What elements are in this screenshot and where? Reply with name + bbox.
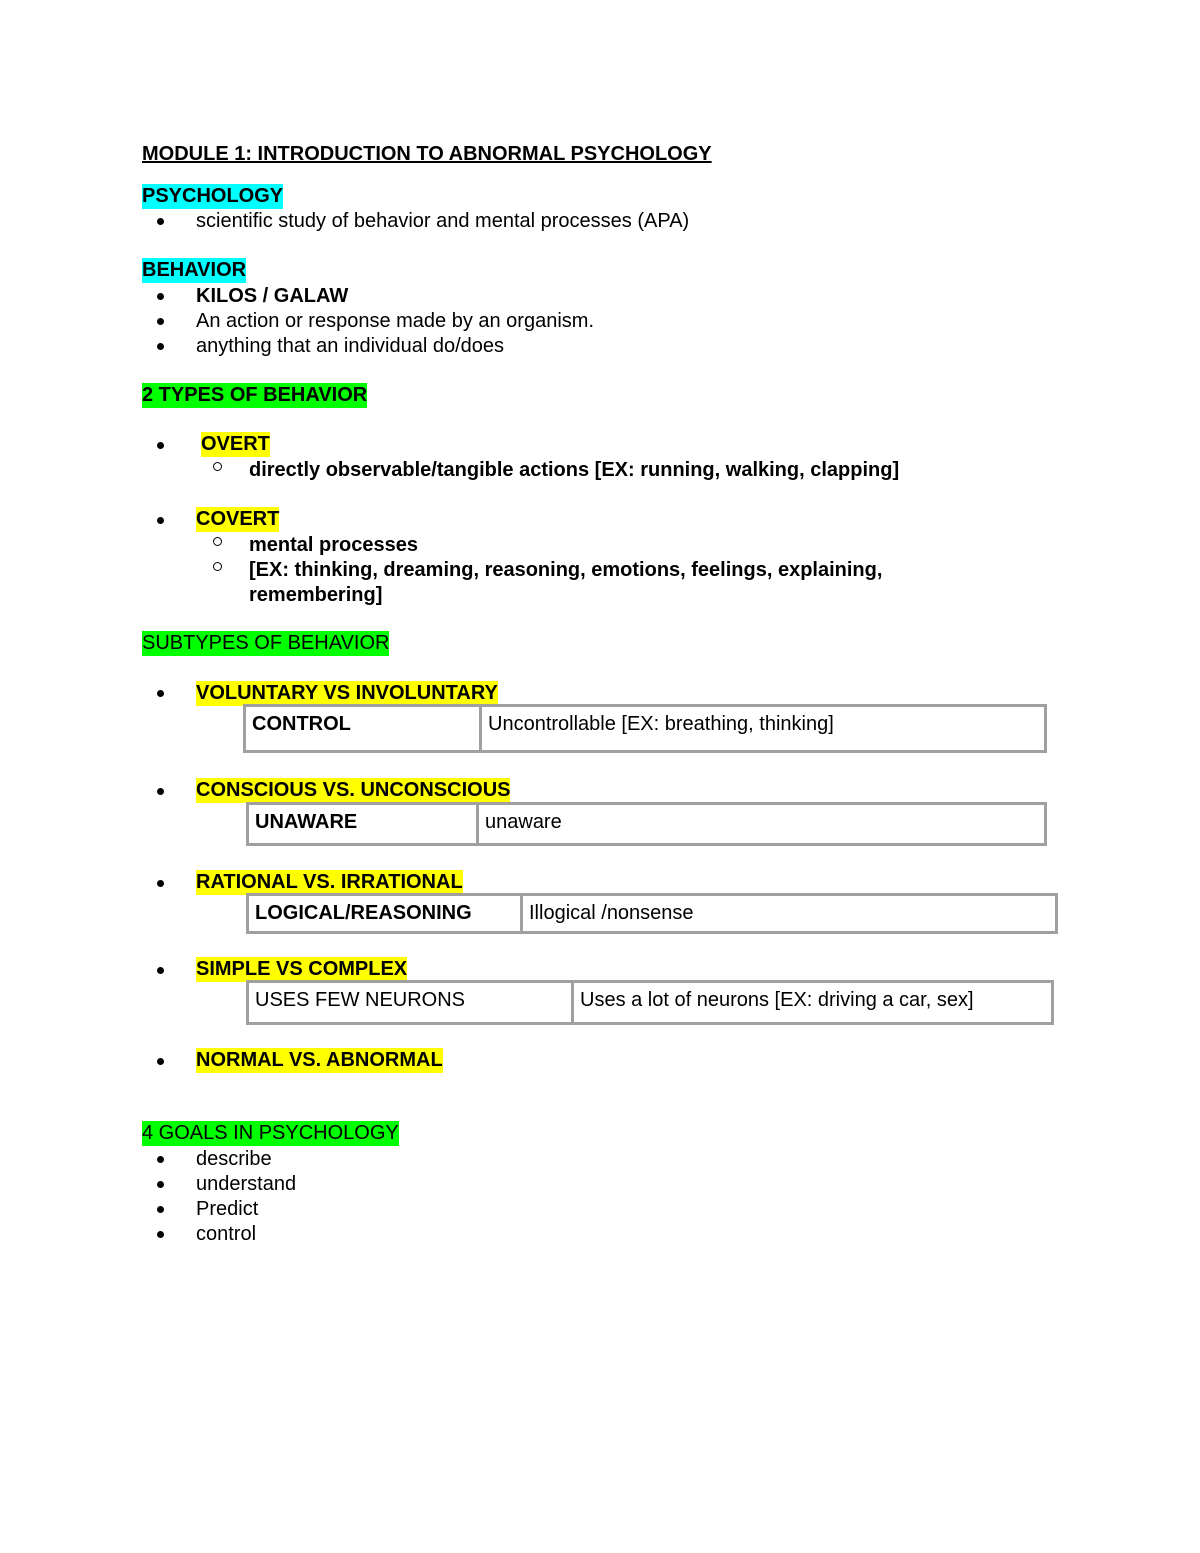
bullet-icon: [157, 1181, 164, 1188]
circle-bullet-icon: [213, 562, 222, 571]
bullet-icon: [157, 218, 164, 225]
bullet-icon: [157, 1058, 164, 1065]
list-item: anything that an individual do/does: [196, 335, 505, 357]
bullet-icon: [157, 690, 164, 697]
table-cell: Uses a lot of neurons [EX: driving a car, sex]: [573, 982, 1053, 1024]
section-heading-subtypes: SUBTYPES OF BEHAVIOR: [142, 632, 390, 654]
table-cell: USES FEW NEURONS: [248, 982, 573, 1024]
section-heading-types: 2 TYPES OF BEHAVIOR: [142, 384, 368, 406]
bullet-icon: [157, 967, 164, 974]
subtype-table: [246, 802, 1047, 846]
covert-examples-continued: remembering]: [249, 584, 383, 606]
table-cell: Illogical /nonsense: [522, 895, 1057, 933]
list-item: Predict: [196, 1198, 259, 1220]
table-cell: LOGICAL/REASONING: [248, 895, 522, 933]
table-cell: UNAWARE: [248, 804, 478, 845]
list-item: understand: [196, 1173, 297, 1195]
circle-bullet-icon: [213, 537, 222, 546]
bullet-icon: [157, 343, 164, 350]
table-cell: Uncontrollable [EX: breathing, thinking]: [481, 706, 1046, 752]
table-cell: unaware: [478, 804, 1046, 845]
covert-examples: [EX: thinking, dreaming, reasoning, emotions, feelings, explaining,: [249, 559, 883, 581]
covert-description: mental processes: [249, 534, 418, 556]
overt-label: OVERT: [201, 433, 270, 455]
bullet-icon: [157, 1231, 164, 1238]
list-item: scientific study of behavior and mental processes (APA): [196, 210, 690, 232]
bullet-icon: [157, 880, 164, 887]
section-heading-psychology: PSYCHOLOGY: [142, 185, 284, 207]
bullet-icon: [157, 293, 164, 300]
covert-label: COVERT: [196, 508, 280, 530]
bullet-icon: [157, 517, 164, 524]
list-item: describe: [196, 1148, 272, 1170]
bullet-icon: [157, 1156, 164, 1163]
subtype-label: RATIONAL VS. IRRATIONAL: [196, 871, 463, 893]
overt-description: directly observable/tangible actions [EX: running, walking, clapping]: [249, 459, 900, 481]
list-item: KILOS / GALAW: [196, 285, 349, 307]
bullet-icon: [157, 788, 164, 795]
subtype-table: [243, 704, 1047, 753]
circle-bullet-icon: [213, 462, 222, 471]
subtype-table: [246, 980, 1054, 1025]
subtype-label: VOLUNTARY VS INVOLUNTARY: [196, 682, 498, 704]
list-item: control: [196, 1223, 257, 1245]
subtype-table: [246, 893, 1058, 934]
section-heading-behavior: BEHAVIOR: [142, 259, 247, 281]
bullet-icon: [157, 442, 164, 449]
subtype-label: NORMAL VS. ABNORMAL: [196, 1049, 443, 1071]
bullet-icon: [157, 1206, 164, 1213]
list-item: An action or response made by an organism.: [196, 310, 594, 332]
bullet-icon: [157, 318, 164, 325]
table-cell: CONTROL: [245, 706, 481, 752]
subtype-label: SIMPLE VS COMPLEX: [196, 958, 408, 980]
page-title: MODULE 1: INTRODUCTION TO ABNORMAL PSYCHOLOGY: [142, 143, 712, 165]
subtype-label: CONSCIOUS VS. UNCONSCIOUS: [196, 779, 511, 801]
section-heading-goals: 4 GOALS IN PSYCHOLOGY: [142, 1122, 399, 1144]
